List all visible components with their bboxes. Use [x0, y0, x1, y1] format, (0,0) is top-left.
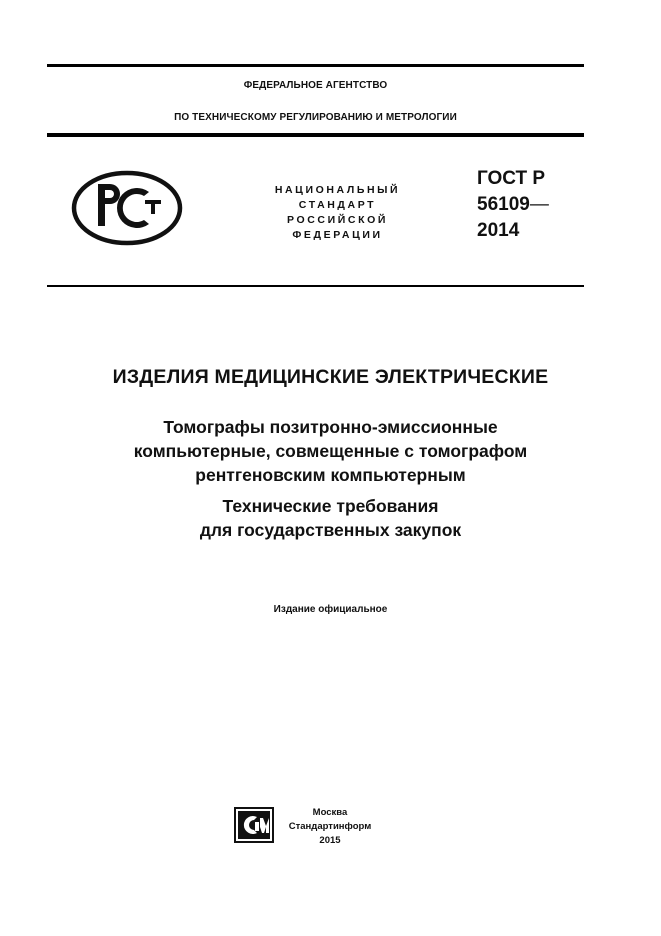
requirements-heading	[40, 494, 621, 542]
gost-dash: —	[529, 194, 549, 215]
document-title: ИЗДЕЛИЯ МЕДИЦИНСКИЕ ЭЛЕКТРИЧЕСКИЕ	[112, 366, 549, 388]
header-bottom-rule	[47, 133, 584, 137]
national-line: СТАНДАРТ	[298, 199, 377, 211]
document-subtitle	[40, 415, 621, 487]
standard-bottom-rule	[47, 285, 584, 287]
standartinform-logo-icon	[233, 806, 275, 844]
agency-line-1: ФЕДЕРАЛЬНОЕ АГЕНТСТВО	[243, 80, 388, 91]
subtitle-line: компьютерные, совмещенные с томографом	[133, 441, 528, 461]
requirements-line: для государственных закупок	[199, 520, 462, 540]
gost-designation	[477, 166, 549, 244]
gost-label: ГОСТ Р	[477, 168, 546, 189]
gost-year: 2014	[477, 220, 520, 241]
publisher-year: 2015	[319, 835, 341, 846]
gost-number: 56109	[477, 194, 530, 215]
publisher-name: Стандартинформ	[288, 821, 372, 832]
national-line: ФЕДЕРАЦИИ	[292, 229, 383, 241]
gost-r-logo-icon	[71, 170, 183, 246]
publisher-info	[275, 806, 385, 848]
agency-line-2: ПО ТЕХНИЧЕСКОМУ РЕГУЛИРОВАНИЮ И МЕТРОЛОГИИ	[174, 112, 457, 123]
publisher-city: Москва	[312, 807, 348, 818]
national-standard-label	[255, 183, 420, 243]
requirements-line: Технические требования	[222, 496, 439, 516]
edition-note: Издание официальное	[273, 604, 388, 615]
top-rule	[47, 64, 584, 67]
national-line: РОССИЙСКОЙ	[287, 214, 388, 226]
subtitle-line: рентгеновским компьютерным	[195, 465, 466, 485]
national-line: НАЦИОНАЛЬНЫЙ	[274, 184, 401, 196]
subtitle-line: Томографы позитронно-эмиссионные	[163, 417, 498, 437]
